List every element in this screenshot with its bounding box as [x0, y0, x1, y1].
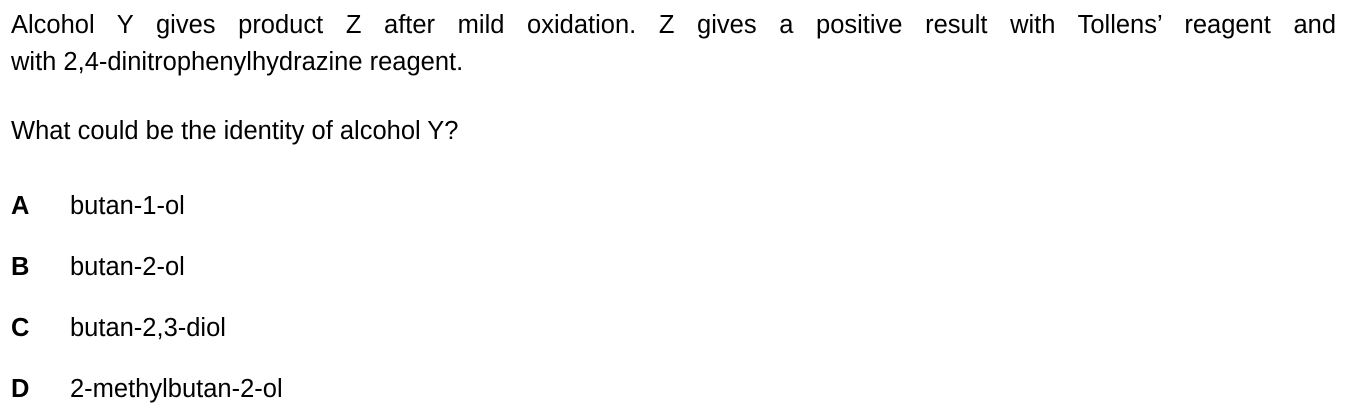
question-line-1: Alcohol Y gives product Z after mild oxidation. Z gives a positive result with Tollens’ reagent and [11, 11, 1336, 39]
option-letter: C [11, 314, 30, 342]
option-text: butan-1-ol [70, 192, 185, 220]
option-a[interactable] [11, 176, 283, 237]
option-c[interactable] [11, 298, 283, 359]
question-line-2: with 2,4-dinitrophenylhydrazine reagent. [11, 48, 464, 76]
answer-options [11, 176, 283, 420]
question-stem [11, 7, 1336, 81]
option-letter: A [11, 192, 30, 220]
option-b[interactable] [11, 237, 283, 298]
question-prompt: What could be the identity of alcohol Y? [11, 117, 459, 145]
option-text: butan-2,3-diol [70, 314, 226, 342]
option-letter: B [11, 253, 30, 281]
option-letter: D [11, 375, 30, 403]
option-d[interactable] [11, 359, 283, 420]
option-text: 2-methylbutan-2-ol [70, 375, 283, 403]
option-text: butan-2-ol [70, 253, 185, 281]
